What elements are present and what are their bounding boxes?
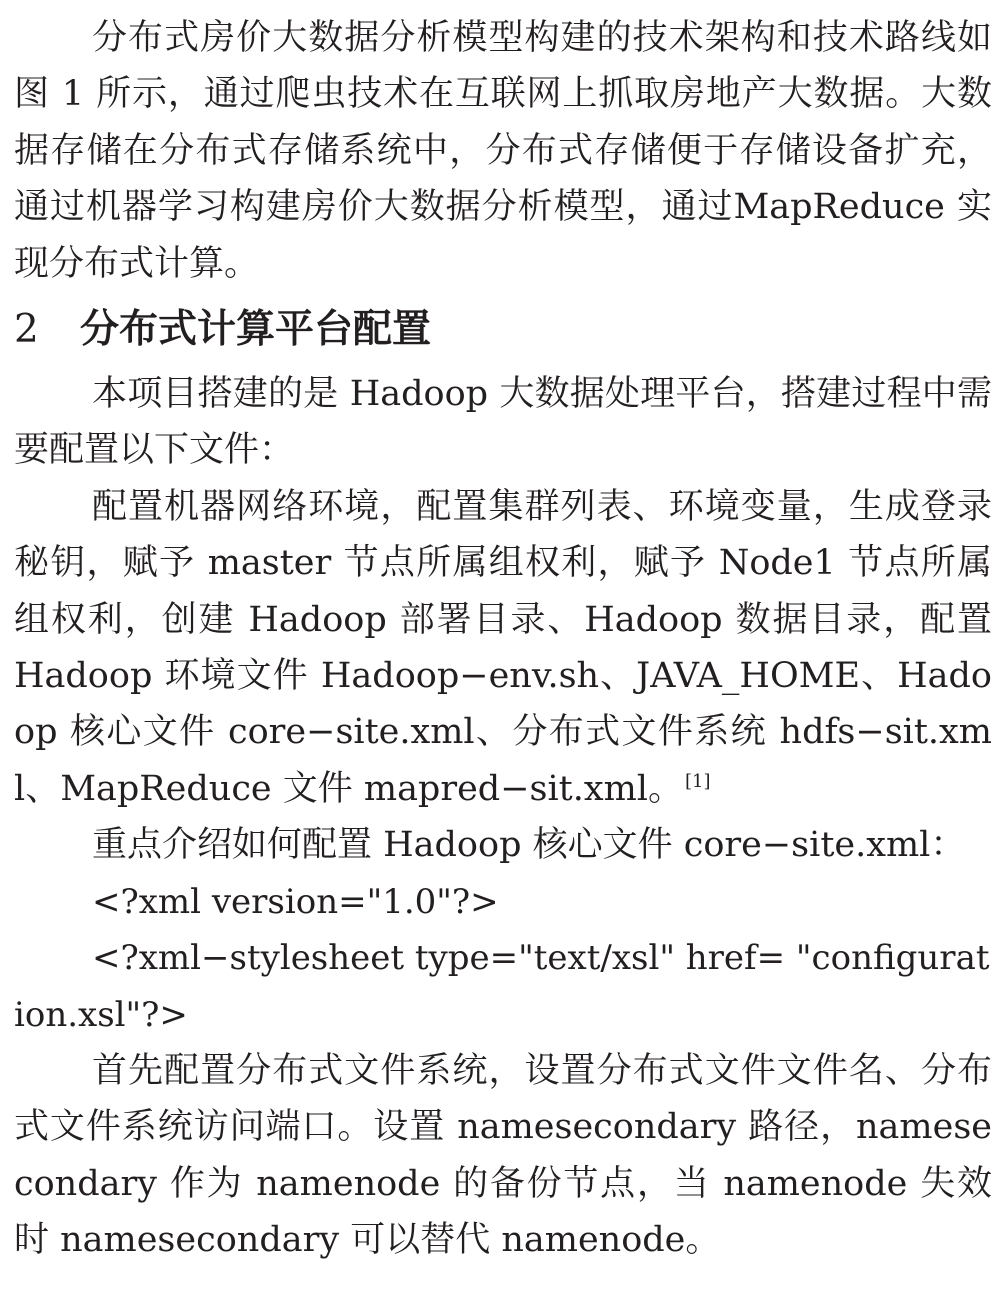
section-heading	[14, 300, 992, 360]
paragraph-platform-intro: 本项目搭建的是 Hadoop 大数据处理平台，搭建过程中需要配置以下文件：	[14, 374, 992, 471]
citation-1: [1]	[684, 771, 711, 793]
code-xml-declaration: <?xml version="1.0"?>	[92, 881, 499, 922]
code-xml-stylesheet: <?xml−stylesheet type="text/xsl" href= "configuration.xsl"?>	[14, 938, 990, 1035]
section-number: 2	[14, 307, 39, 353]
paragraph-config-steps	[14, 479, 992, 817]
paragraph-core-site-intro: 重点介绍如何配置 Hadoop 核心文件 core−site.xml：	[92, 825, 966, 866]
paragraph-architecture: 分布式房价大数据分析模型构建的技术架构和技术路线如图 1 所示，通过爬虫技术在互联网上抓取房地产大数据。大数据存储在分布式存储系统中，分布式存储便于存储设备扩充，通过机器学习构建房价大数据分析模型，通过MapReduce 实现分布式计算。	[14, 18, 992, 284]
paragraph-hdfs-config: 首先配置分布式文件系统，设置分布式文件文件名、分布式文件系统访问端口。设置 namesecondary 路径，namesecondary 作为 namenode 的备份节点，当 namenode 失效时 namesecondary 可以替代 namenode。	[14, 1050, 992, 1261]
config-steps-text: 配置机器网络环境，配置集群列表、环境变量，生成登录秘钥，赋予 master 节点所属组权利，赋予 Node1 节点所属组权利，创建 Hadoop 部署目录、Hadoop 数据目录，配置 Hadoop 环境文件 Hadoop−env.sh、JAVA_HOME、Hadoop 核心文件 core−site.xml、分布式文件系统 hdfs−sit.xml、MapReduce 文件 mapred−sit.xml。	[14, 486, 992, 809]
section-title: 分布式计算平台配置	[80, 307, 432, 353]
paper-page	[14, 10, 992, 1269]
